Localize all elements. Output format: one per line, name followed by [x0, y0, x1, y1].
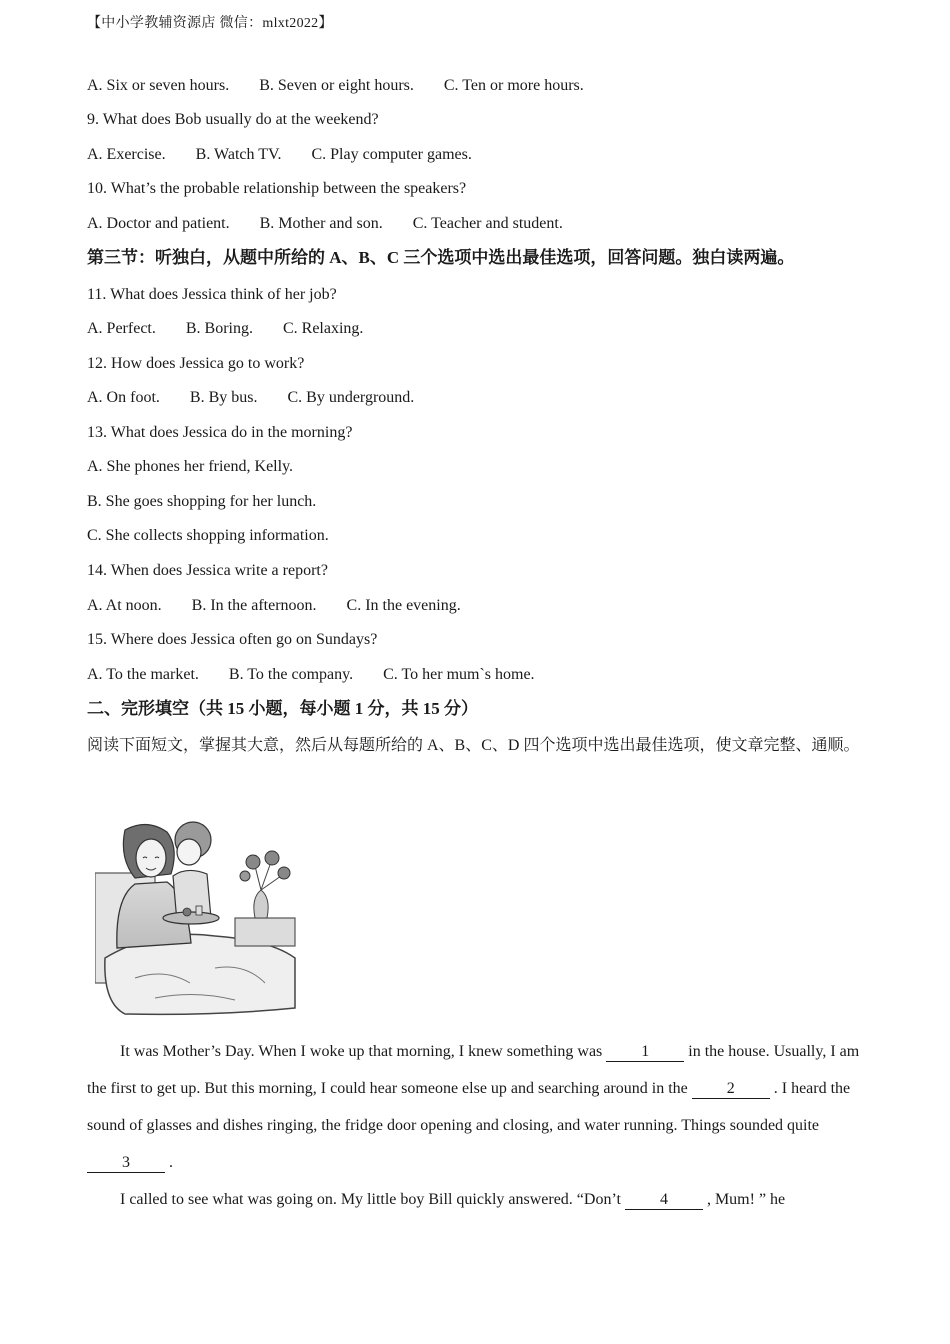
q12-options	[87, 388, 414, 408]
q15-option-b: B. To the company.	[228, 666, 354, 683]
passage-text: I called to see what was going on. My little boy Bill quickly answered. “Don’t	[120, 1191, 625, 1208]
blank-1: 1	[606, 1043, 684, 1062]
q12-option-a: A. On foot.	[87, 389, 160, 406]
q10-options	[87, 214, 563, 234]
q9-question: 9. What does Bob usually do at the weekend?	[87, 111, 379, 128]
q15-question: 15. Where does Jessica often go on Sundays?	[87, 631, 378, 648]
blank-4: 4	[625, 1191, 703, 1210]
passage-text: .	[165, 1154, 173, 1171]
q12-option-c: C. By underground.	[287, 389, 415, 406]
q10-option-b: B. Mother and son.	[259, 215, 383, 232]
q12-question: 12. How does Jessica go to work?	[87, 355, 305, 372]
q15-options	[87, 665, 535, 685]
q11-option-a: A. Perfect.	[87, 320, 156, 337]
q9-option-c: C. Play computer games.	[311, 146, 472, 163]
passage-paragraph-1	[87, 1033, 869, 1181]
q14-option-a: A. At noon.	[87, 597, 162, 614]
part2-heading: 二、完形填空（共 15 小题，每小题 1 分，共 15 分）	[87, 699, 478, 718]
q8-option-b: B. Seven or eight hours.	[259, 77, 414, 94]
blank-3: 3	[87, 1154, 165, 1173]
section3-heading: 第三节：听独白，从题中所给的 A、B、C 三个选项中选出最佳选项，回答问题。独白读两遍。	[87, 248, 795, 267]
q10-option-a: A. Doctor and patient.	[87, 215, 230, 232]
q14-option-c: C. In the evening.	[346, 597, 461, 614]
q10-option-c: C. Teacher and student.	[412, 215, 563, 232]
q9-options	[87, 145, 472, 165]
q11-option-c: C. Relaxing.	[282, 320, 364, 337]
passage-paragraph-2	[87, 1181, 869, 1218]
q11-options	[87, 319, 363, 339]
q15-option-a: A. To the market.	[87, 666, 199, 683]
passage-text: , Mum! ” he	[702, 1191, 786, 1208]
q10-question: 10. What’s the probable relationship between the speakers?	[87, 180, 467, 197]
q13-question: 13. What does Jessica do in the morning?	[87, 424, 353, 441]
q14-question: 14. When does Jessica write a report?	[87, 562, 328, 579]
q13-option-a: A. She phones her friend, Kelly.	[87, 458, 294, 475]
q9-option-b: B. Watch TV.	[195, 146, 282, 163]
q11-question: 11. What does Jessica think of her job?	[87, 286, 337, 303]
q11-option-b: B. Boring.	[185, 320, 253, 337]
q9-option-a: A. Exercise.	[87, 146, 166, 163]
q14-option-b: B. In the afternoon.	[191, 597, 317, 614]
mother-and-child-illustration	[95, 818, 299, 1016]
q13-option-b: B. She goes shopping for her lunch.	[87, 493, 317, 510]
passage-text: It was Mother’s Day. When I woke up that morning, I knew something was	[120, 1043, 607, 1060]
passage-text: . I heard the sound of glasses and dishes ringing, the fridge door opening and closing, and water running. Things sounded quite	[87, 1080, 851, 1134]
q8-options	[87, 76, 584, 96]
part2-instruction: 阅读下面短文，掌握其大意，然后从每题所给的 A、B、C、D 四个选项中选出最佳选项，使文章完整、通顺。	[87, 737, 860, 754]
cloze-passage	[87, 1033, 869, 1218]
q14-options	[87, 596, 461, 616]
q8-option-a: A. Six or seven hours.	[87, 77, 230, 94]
page-header: 【中小学教辅资源店 微信：mlxt2022】	[87, 16, 333, 31]
blank-2: 2	[692, 1080, 770, 1099]
q8-option-c: C. Ten or more hours.	[443, 77, 584, 94]
q13-option-c: C. She collects shopping information.	[87, 527, 329, 544]
q15-option-c: C. To her mum`s home.	[383, 666, 535, 683]
q12-option-b: B. By bus.	[189, 389, 258, 406]
passage-text: in the house. Usually, I am the first to get up. But this morning, I could hear someone else up and searching around in the	[87, 1043, 860, 1097]
